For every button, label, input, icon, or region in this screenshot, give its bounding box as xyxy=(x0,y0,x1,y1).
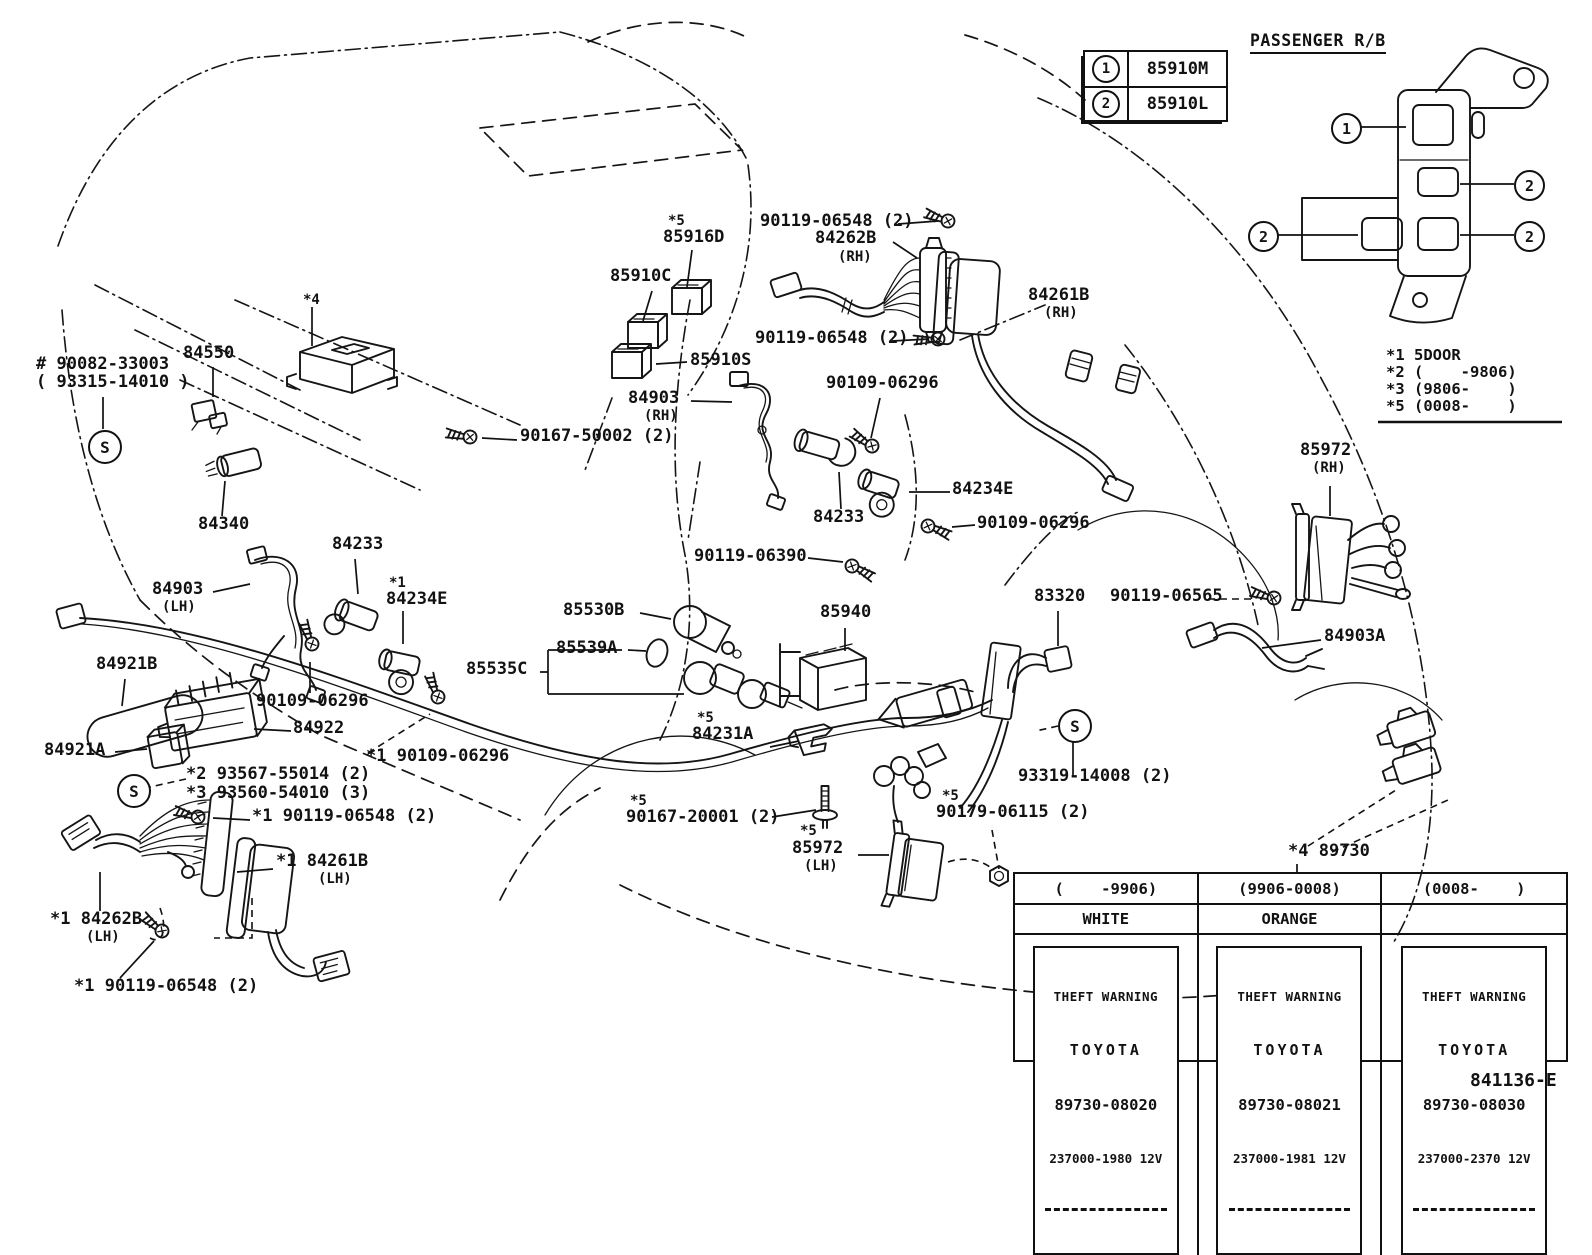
tag1-line1: THEFT WARNING xyxy=(1053,989,1158,1004)
bolt-90167-20001 xyxy=(813,786,837,828)
screw-90109-06296-d xyxy=(920,518,953,541)
diagram-code: 841136-E xyxy=(1470,1070,1557,1091)
relay-85916d xyxy=(672,280,711,314)
spec-tag-cell-3 xyxy=(1382,935,1566,1255)
switch-84340 xyxy=(204,447,262,481)
standard-part-marker-s-1 xyxy=(88,430,122,464)
part-sub-84262b-lh: (LH) xyxy=(86,929,120,945)
part-label-85535c: 85535C xyxy=(466,659,528,679)
tag3-barcode xyxy=(1413,1208,1534,1211)
part-label-85940: 85940 xyxy=(820,602,872,622)
tag1-line3: 89730-08020 xyxy=(1054,1096,1158,1114)
part-label-84261b-rh: 84261B xyxy=(1028,285,1090,305)
wire-harness-84262b-lh xyxy=(61,791,234,897)
legend-row-2 xyxy=(1085,86,1226,120)
s-marker-text: S xyxy=(129,781,139,801)
part-label-90119-06548-top: 90119-06548 (2) xyxy=(760,211,914,231)
part-label-90119-06548-mid: 90119-06548 (2) xyxy=(755,328,909,348)
tag1-line2: TOYOTA xyxy=(1069,1041,1142,1059)
part-sub-85972-lh: (LH) xyxy=(804,858,838,874)
tag2-line1: THEFT WARNING xyxy=(1237,989,1342,1004)
part-label-85539a: 85539A xyxy=(556,638,618,658)
part-label-84340: 84340 xyxy=(198,514,250,534)
note-line-1: *1 5DOOR xyxy=(1386,346,1461,364)
sensor-84234e-left xyxy=(373,648,421,696)
part-label-90119-06548-lh-a: *1 90119-06548 (2) xyxy=(252,806,437,826)
ref-5-85916d: *5 xyxy=(668,213,685,229)
theft-warning-tag-2 xyxy=(1216,946,1362,1255)
screw-90119-06548-top xyxy=(923,208,956,229)
s-marker-text: S xyxy=(100,437,110,457)
theft-warning-tag-3 xyxy=(1401,946,1547,1255)
bracket-title: PASSENGER R/B xyxy=(1250,31,1386,54)
relay-85910c xyxy=(628,314,667,348)
callout-2-icon: 2 xyxy=(1092,90,1120,118)
bracket-callout-2b: 2 xyxy=(1248,221,1279,252)
tag1-line4: 237000-1980 12V xyxy=(1049,1151,1163,1166)
part-label-84921b: 84921B xyxy=(96,654,158,674)
tag1-barcode xyxy=(1045,1208,1166,1211)
tag3-line2: TOYOTA xyxy=(1438,1041,1511,1059)
part-label-90119-06390: 90119-06390 xyxy=(694,546,807,566)
part-sub-84903-lh: (LH) xyxy=(162,599,196,615)
body-connector-cluster xyxy=(1367,703,1448,789)
spec-period-col2: (9906-0008) xyxy=(1199,874,1383,905)
tag2-line4: 237000-1981 12V xyxy=(1233,1151,1346,1166)
part-label-84233-mid: 84233 xyxy=(813,507,865,527)
part-label-84233-left: 84233 xyxy=(332,534,384,554)
ref-4: *4 xyxy=(303,292,320,308)
note-line-2: *2 ( -9806) xyxy=(1386,363,1517,381)
car-body-outline xyxy=(58,22,1442,998)
part-label-84234e-left: 84234E xyxy=(386,589,448,609)
bracket-callout-2a: 2 xyxy=(1514,170,1545,201)
bracket-callout-2c: 2 xyxy=(1514,221,1545,252)
part-sub-85972-rh: (RH) xyxy=(1312,460,1346,476)
part-label-84262b-rh: 84262B xyxy=(815,228,877,248)
legend-row-1 xyxy=(1085,52,1226,86)
relay-block-bracket xyxy=(1302,48,1548,322)
spec-color-col3 xyxy=(1382,905,1566,935)
legend-part-85910m: 85910M xyxy=(1146,59,1209,79)
part-label-85972-lh: 85972 xyxy=(792,838,844,858)
part-label-84261b-lh: *1 84261B xyxy=(276,851,369,871)
part-label-84903-lh: 84903 xyxy=(152,579,204,599)
ref-5-84231a: *5 xyxy=(697,710,714,726)
part-label-85972-rh: 85972 xyxy=(1300,440,1352,460)
screw-90119-06565 xyxy=(1249,587,1282,606)
part-sub-84262b-rh: (RH) xyxy=(838,249,872,265)
screw-90109-06296-a xyxy=(848,428,881,455)
spec-period-col1: ( -9906) xyxy=(1015,874,1199,905)
part-label-93319-14008: 93319-14008 (2) xyxy=(1018,766,1172,786)
switch-assembly-85535c xyxy=(684,662,802,708)
note-line-4: *5 (0008- ) xyxy=(1386,397,1517,415)
part-label-90109-06296-b: 90109-06296 xyxy=(977,513,1090,533)
relay-85910s xyxy=(612,344,651,378)
part-label-85916d: 85916D xyxy=(663,227,725,247)
ref-5-90179: *5 xyxy=(942,788,959,804)
horn-85972-lh xyxy=(874,757,946,913)
spec-color-col1: WHITE xyxy=(1015,905,1199,935)
relay-85940 xyxy=(780,644,866,710)
part-label-93315-14010: ( 93315-14010 ) xyxy=(36,372,190,392)
part-label-84921a: 84921A xyxy=(44,740,106,760)
part-label-83320: 83320 xyxy=(1034,586,1086,606)
horn-85972-rh xyxy=(1292,504,1410,610)
part-label-90082-33003: # 90082-33003 xyxy=(36,354,170,374)
ref-5-90167: *5 xyxy=(630,793,647,809)
legend-numcell-2 xyxy=(1085,88,1129,120)
part-label-90179-06115: 90179-06115 (2) xyxy=(936,802,1090,822)
part-label-85910s: 85910S xyxy=(690,350,752,370)
fuel-sender-83320 xyxy=(874,642,1072,812)
sensor-84233-mid xyxy=(791,425,858,469)
callout-1-icon: 1 xyxy=(1092,55,1120,83)
part-label-84903-rh: 84903 xyxy=(628,388,680,408)
part-label-93567-55014: *2 93567-55014 (2) xyxy=(186,764,371,784)
tag2-barcode xyxy=(1229,1208,1350,1211)
tag2-line2: TOYOTA xyxy=(1253,1041,1326,1059)
part-label-84922: 84922 xyxy=(293,718,345,738)
note-line-3: *3 (9806- ) xyxy=(1386,380,1517,398)
part-label-90167-50002: 90167-50002 (2) xyxy=(520,426,674,446)
gasket-85539a xyxy=(643,637,671,670)
sensor-84233-left xyxy=(322,596,380,647)
part-sub-84903-rh: (RH) xyxy=(644,408,678,424)
switch-85530b xyxy=(674,606,741,658)
tag2-line3: 89730-08021 xyxy=(1238,1096,1341,1114)
part-label-90119-06548-lh-b: *1 90119-06548 (2) xyxy=(74,976,259,996)
s-marker-text: S xyxy=(1070,716,1080,736)
part-label-84262b-lh: *1 84262B xyxy=(50,909,143,929)
part-label-90109-06296-d: *1 90109-06296 xyxy=(366,746,510,766)
sensor-84550 xyxy=(191,400,227,434)
wire-harness-84903-rh xyxy=(730,372,786,510)
wire-84903a xyxy=(1186,622,1324,672)
screw-90119-06390 xyxy=(843,557,876,582)
tag3-line4: 237000-2370 12V xyxy=(1417,1151,1531,1166)
tag3-line3: 89730-08030 xyxy=(1422,1096,1526,1114)
spec-tag-cell-1 xyxy=(1015,935,1199,1255)
legend-numcell-1 xyxy=(1085,52,1129,86)
part-label-84231a: 84231A xyxy=(692,724,754,744)
wire-harness-84903-lh xyxy=(247,546,326,703)
ref-5-85972-lh: *5 xyxy=(800,823,817,839)
theft-warning-tag-1 xyxy=(1033,946,1179,1255)
part-label-85910c: 85910C xyxy=(610,266,672,286)
part-sub-84261b-rh: (RH) xyxy=(1044,305,1078,321)
standard-part-marker-s-3 xyxy=(1058,709,1092,743)
part-label-85530b: 85530B xyxy=(563,600,625,620)
part-label-90109-06296-a: 90109-06296 xyxy=(826,373,939,393)
part-label-84550: 84550 xyxy=(183,343,235,363)
legend-part-85910l: 85910L xyxy=(1146,94,1209,114)
callout-legend-table xyxy=(1083,50,1228,122)
tag3-line1: THEFT WARNING xyxy=(1421,989,1527,1004)
bracket-callout-1: 1 xyxy=(1331,113,1362,144)
spec-period-col3: (0008- ) xyxy=(1382,874,1566,905)
standard-part-marker-s-2 xyxy=(117,774,151,808)
part-label-90109-06296-c: 90109-06296 xyxy=(256,691,369,711)
spec-tag-cell-2 xyxy=(1199,935,1383,1255)
part-label-84903a: 84903A xyxy=(1324,626,1386,646)
screw-90167-50002 xyxy=(445,428,477,444)
screw-90119-06548-lh-b xyxy=(139,912,171,940)
part-sub-84261b-lh: (LH) xyxy=(318,871,352,887)
spec-color-col2: ORANGE xyxy=(1199,905,1383,935)
part-label-84234e-mid: 84234E xyxy=(952,479,1014,499)
part-label-93560-54010: *3 93560-54010 (3) xyxy=(186,783,371,803)
ref-1-84234e: *1 xyxy=(389,575,406,591)
theft-warning-ecu xyxy=(287,337,397,393)
part-label-89730: *4 89730 xyxy=(1288,841,1370,861)
part-label-90119-06565: 90119-06565 xyxy=(1110,586,1223,606)
screw-90109-06296-c xyxy=(422,673,447,706)
part-label-90167-20001: 90167-20001 (2) xyxy=(626,807,780,827)
